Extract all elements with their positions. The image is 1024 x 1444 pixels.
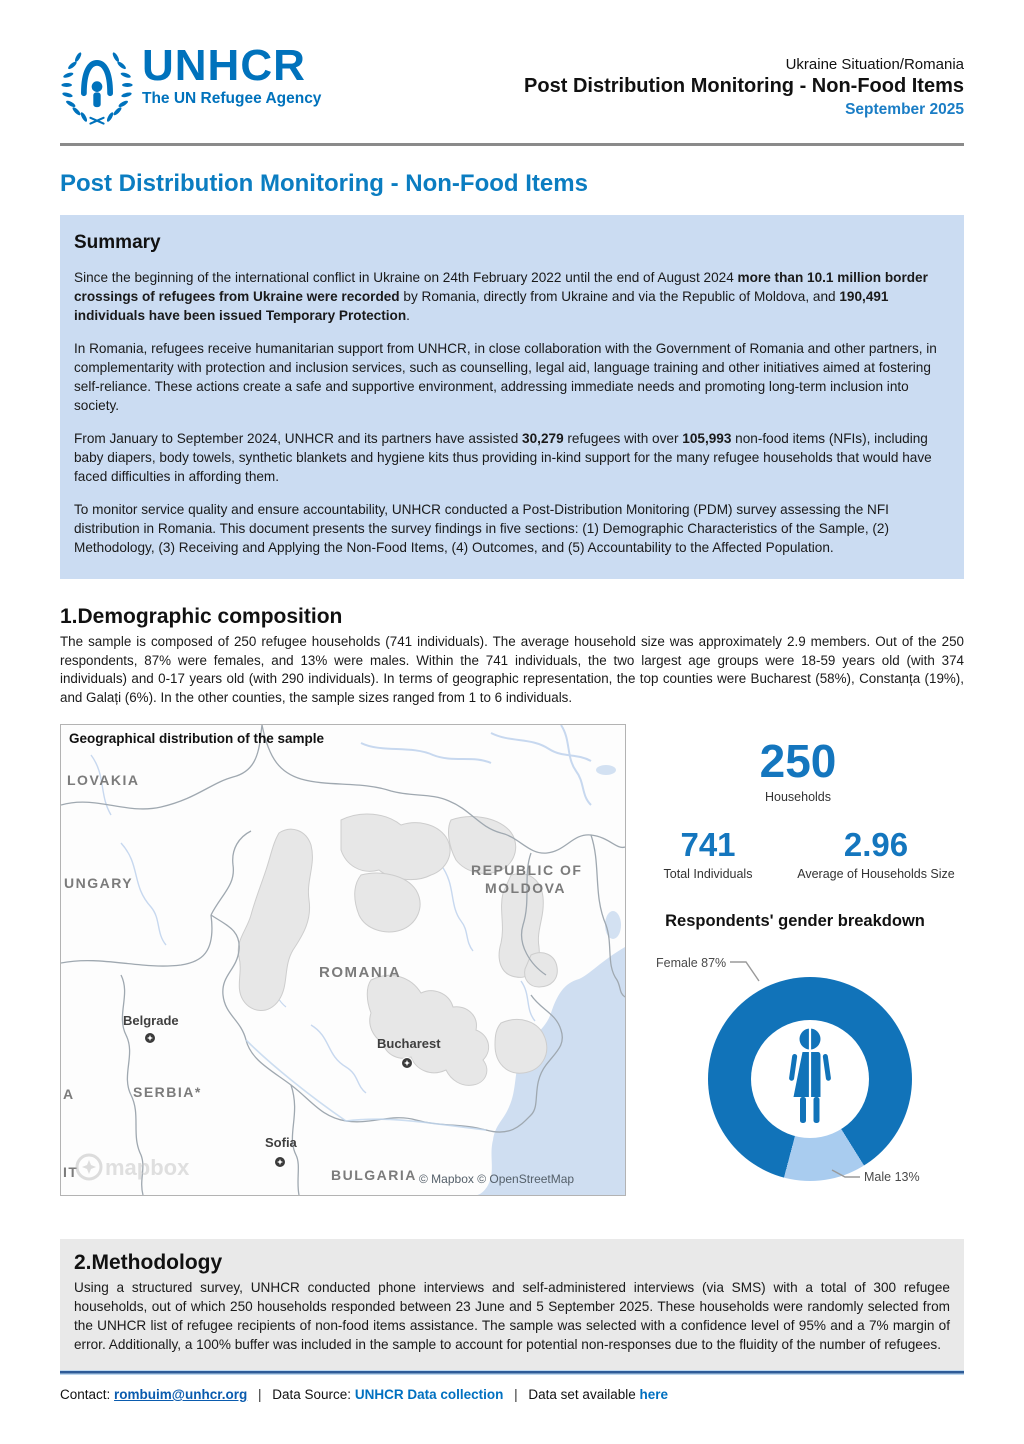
city-marker-icon [275,1157,286,1168]
stat-avg-size-label: Average of Households Size [797,867,955,881]
header-divider [60,143,964,146]
header-doc-title: Post Distribution Monitoring - Non-Food Items [524,75,964,97]
methodology-box [60,1239,964,1370]
svg-text:mapbox: mapbox [105,1155,190,1180]
unhcr-emblem-icon [60,44,134,131]
map-label-bulgaria: BULGARIA [331,1167,417,1183]
city-marker-icon [402,1058,413,1069]
map-canvas[interactable] [61,725,625,1195]
footer-divider [60,1370,964,1375]
stat-individuals-value: 741 [680,826,736,863]
map-label-romania: ROMANIA [319,964,402,981]
dataset-text: Data set available [528,1387,636,1402]
summary-paragraph: Since the beginning of the international conflict in Ukraine on 24th February 2022 until the end of August 2024 more than 10.1 million border crossings of refugees from Ukraine were recorded by Romania, directly from Ukraine and via the Republic of Moldova, and 190,491 individuals have been issued Temporary Protection. [74,270,928,323]
stat-households-value: 250 [759,735,837,787]
org-tagline: The UN Refugee Agency [142,90,322,107]
map-label-serbia: SERBIA* [133,1084,202,1100]
map-title: Geographical distribution of the sample [69,731,325,746]
city-label: Sofia [265,1135,297,1150]
gender-donut-chart [708,977,912,1181]
methodology-body: Using a structured survey, UNHCR conducted phone interviews and self-administered interviews (via SMS) with a total of 300 refugee households, out of which 250 households responded between 23 June and 5 September 2025. These households were randomly selected from the UNHCR list of refugee recipients of non-food items assistance. The sample was selected with a confidence level of 95% and a 7% margin of error. Additionally, a 100% buffer was included in the sample to account for potential non-responses due to the fluidity of the number of refugees. [74,1280,950,1352]
gender-chart-title: Respondents' gender breakdown [665,912,925,930]
map-label-slovakia: LOVAKIA [67,772,140,788]
map-label-moldova-1: REPUBLIC OF [471,862,583,878]
section1-body: The sample is composed of 250 refugee households (741 individuals). The average household size was approximately 2.9 members. Out of the 250 respondents, 87% were females, and 13% were males. Within the 741 individuals, the two largest age groups were 18-59 years old (with 374 individuals) and 0-17 years old (with 290 individuals). In terms of geographic representation, the top counties were Bucharest (58%), Constanța (19%), and Galați (6%). In the other counties, the sample sizes ranged from 1 to 6 individuals. [60,634,964,705]
male-slice-label: Male 13% [864,1170,920,1184]
footer-separator: | [257,1387,262,1402]
female-slice-label: Female 87% [656,956,727,970]
data-source-link[interactable]: UNHCR Data collection [354,1387,504,1402]
page-title: Post Distribution Monitoring - Non-Food Items [60,170,588,197]
map-panel [60,724,626,1196]
stat-avg-size-value: 2.96 [843,826,909,863]
unhcr-logo [60,41,322,131]
page-header [60,41,964,131]
city-label: Belgrade [123,1013,179,1028]
header-context: Ukraine Situation/Romania [785,56,964,73]
summary-paragraph: In Romania, refugees receive humanitarian support from UNHCR, in close collaboration with the Government of Romania and other partners, in complementarity with protection and inclusion services, such as counselling, legal aid, language training and other initiatives aimed at fostering self-reliance. These actions create a safe and supportive environment, addressing immediate needs and promoting long-term inclusion into society. [74,341,937,413]
map-label-hungary: UNGARY [64,875,134,891]
methodology-heading: 2.Methodology [74,1251,223,1274]
email-link[interactable]: rombuim@unhcr.org [114,1387,248,1402]
footer [60,1387,964,1402]
summary-paragraph: To monitor service quality and ensure accountability, UNHCR conducted a Post-Distribution Monitoring (PDM) survey assessing the NFI distribution in Romania. This document presents the survey findings in five sections: (1) Demographic Characteristics of the Sample, (2) Methodology, (3) Receiving and Applying the Non-Food Items, (4) Outcomes, and (5) Accountability to the Affected Population. [74,502,889,555]
stat-avg-size [797,828,955,881]
section1-heading: 1.Demographic composition [60,605,343,628]
org-name: UNHCR [142,41,306,90]
city-marker-icon [145,1033,156,1044]
stat-individuals [664,828,753,881]
demographic-stats [626,724,964,1196]
map-label-edge-it: IT [63,1164,79,1180]
city-label: Bucharest [377,1036,441,1051]
summary-heading: Summary [74,232,161,253]
map-label-edge-a: A [63,1086,75,1102]
summary-box [60,215,964,579]
contact-label: Contact: [60,1387,111,1402]
stat-households-label: Households [764,790,831,804]
donut-hole [751,1020,869,1138]
map-attribution[interactable]: © Mapbox © OpenStreetMap [419,1172,575,1186]
map-label-moldova-2: MOLDOVA [485,880,567,896]
data-source-label: Data Source: [272,1387,352,1402]
stat-households [759,735,837,804]
dataset-link[interactable]: here [639,1387,669,1402]
male-female-person-icon [779,1027,841,1132]
footer-separator: | [514,1387,518,1402]
summary-paragraph: From January to September 2024, UNHCR and its partners have assisted 30,279 refugees with over 105,993 non-food items (NFIs), including baby diapers, body towels, synthetic blankets and hygiene kits thus providing in-kind support for the many refugee households that would have faced difficulties in affording them. [74,431,932,484]
stat-individuals-label: Total Individuals [663,867,753,881]
header-date: September 2025 [845,101,964,118]
